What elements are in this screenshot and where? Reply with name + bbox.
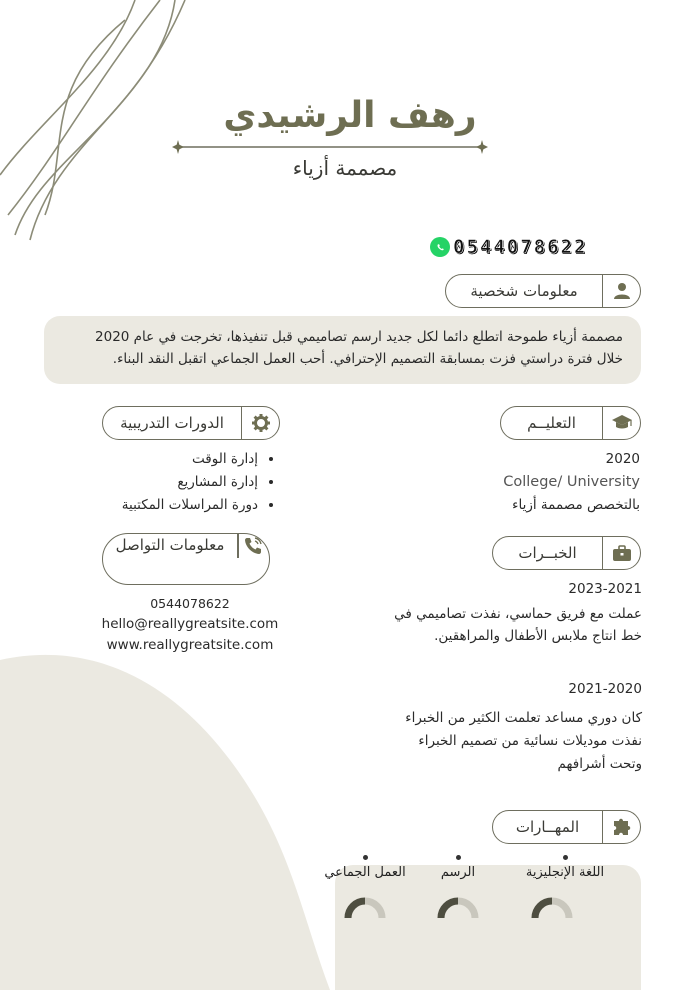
contact-phone: 0544078622	[150, 596, 230, 611]
skills-panel	[335, 865, 641, 990]
section-experience-label: الخبــرات	[518, 544, 577, 562]
job-title: مصممة أزياء	[292, 156, 398, 180]
skill-name: العمل الجماعي	[324, 865, 406, 880]
contact-website[interactable]: www.reallygreatsite.com	[106, 637, 274, 653]
education-school: College/ University	[503, 474, 640, 490]
course-item: • إدارة الوقت	[90, 448, 258, 471]
courses-list	[90, 448, 274, 517]
education-major: بالتخصص مصممة أزياء	[512, 497, 640, 513]
skill-gauge	[343, 896, 387, 920]
experience-item	[380, 678, 642, 776]
title-divider	[170, 140, 490, 154]
skill-gauge	[530, 896, 574, 920]
skill-gauge	[436, 896, 480, 920]
skill-name: الرسم	[440, 865, 476, 880]
skill-dot	[363, 855, 368, 860]
about-line-1: مصممة أزياء طموحة اتطلع دائما لكل جديد ارسم تصاميمي قبل تنفيذها، تخرجت في عام 2020	[95, 329, 623, 345]
candidate-name: رهف الرشيدي	[223, 95, 477, 136]
briefcase-icon	[602, 537, 640, 569]
course-item: • دورة المراسلات المكتبية	[90, 494, 258, 517]
education-year: 2020	[605, 451, 640, 467]
gear-icon	[241, 407, 279, 439]
contact-block	[80, 593, 300, 656]
section-contact-label: معلومات التواصل	[115, 536, 225, 554]
section-courses-label: الدورات التدريبية	[120, 414, 224, 432]
section-skills-label: المهــارات	[515, 818, 580, 836]
skill-item	[322, 855, 408, 880]
skill-name: اللغة الإنجليزية	[525, 865, 605, 880]
contact-divider	[237, 534, 239, 558]
section-courses-header	[102, 406, 280, 440]
section-personal-header	[445, 274, 641, 308]
skill-gauge-fill	[348, 901, 365, 918]
phone-banner	[430, 236, 620, 258]
experience-item	[380, 578, 642, 647]
about-summary	[44, 316, 641, 384]
phone-banner-number: 0544078622	[453, 236, 588, 258]
experience-line: نفذت موديلات نسائية من تصميم الخبراء	[418, 733, 642, 749]
experience-line: كان دوري مساعد تعلمت الكثير من الخبراء	[405, 710, 642, 726]
experience-line: خط انتاج ملابس الأطفال والمراهقين.	[434, 628, 642, 644]
section-education-label: التعليــم	[527, 414, 576, 432]
skill-item	[510, 855, 620, 880]
puzzle-icon	[602, 811, 640, 843]
graduation-cap-icon	[602, 407, 640, 439]
skill-dot	[563, 855, 568, 860]
whatsapp-icon	[430, 237, 450, 257]
about-line-2: خلال فترة دراستي فزت بمسابقة التصميم الإحترافي. أحب العمل الجماعي اتقبل النقد البناء.	[112, 351, 623, 367]
experience-period: 2021-2020	[568, 681, 642, 697]
contact-email[interactable]: hello@reallygreatsite.com	[101, 616, 279, 632]
section-skills-header	[492, 810, 641, 844]
person-icon	[602, 275, 640, 307]
skill-item	[418, 855, 498, 880]
phone-icon	[243, 536, 263, 560]
skill-gauge-fill	[535, 901, 552, 918]
skill-dot	[456, 855, 461, 860]
course-item: • إدارة المشاريع	[90, 471, 258, 494]
section-education-header	[500, 406, 641, 440]
experience-line: وتحت أشرافهم	[557, 756, 642, 772]
skill-gauge-fill	[441, 901, 458, 918]
experience-line: عملت مع فريق حماسي، نفذت تصاميمي في	[394, 606, 642, 622]
section-contact-header	[102, 533, 270, 585]
education-block	[440, 448, 640, 517]
experience-period: 2023-2021	[568, 581, 642, 597]
section-experience-header	[492, 536, 641, 570]
section-personal-label: معلومات شخصية	[470, 282, 578, 300]
